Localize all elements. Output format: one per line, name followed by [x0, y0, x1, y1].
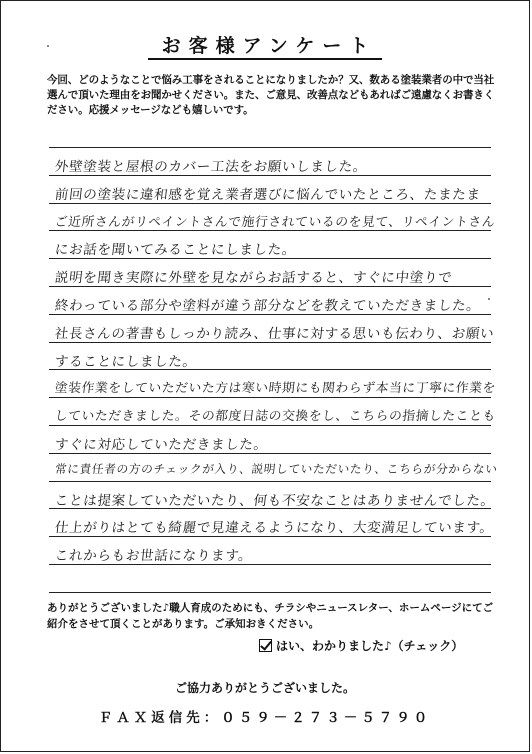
- handwritten-line: 塗装作業をしていただいた方は寒い時期にも関わらず本当に丁寧に作業を: [54, 381, 497, 397]
- handwritten-line: ことは提案していただいたり、何も不安なことはありませんでした。: [53, 492, 496, 509]
- ruled-line: [49, 397, 491, 398]
- handwritten-line: 常に責任者の方のチェックが入り、説明していただいたり、こちらが分からない: [54, 461, 499, 476]
- ruled-line: [49, 592, 491, 593]
- handwritten-line: ご近所さんがリペイントさんで施行されているのを見て、リペイントさん: [54, 214, 496, 230]
- intro-text: 今回、どのようなことで悩み工事をされることになりましたか？又、数ある塗装業者の中で当社選んで頂いた理由をお聞かせください。また、ご意見、改善点などもあればご遠慮なくお書きください。応援メッセージなども嬉しいです。: [47, 74, 495, 116]
- consent-label: はい、わかりました♪（チェック）: [276, 639, 464, 653]
- ruled-line: [49, 481, 491, 482]
- handwritten-line: 社長さんの著書もしっかり読み、仕事に対する思いも伝わり、お願い: [53, 325, 496, 342]
- handwritten-line: にお話を聞いてみることにしました。: [53, 242, 297, 259]
- closing-text: ありがとうございました♪職人育成のためにも、チラシやニュースレター、ホームページにてご紹介をさせて頂くことがあります。ご承知おきください。: [47, 602, 494, 630]
- thanks-text: ご協力ありがとうございました。: [174, 681, 355, 695]
- ruled-line: [49, 286, 491, 287]
- page-title: お客様アンケート: [1, 31, 529, 58]
- handwritten-line: していただきました。その都度日誌の交換をし、こちらの指摘したことも: [54, 409, 497, 425]
- ruled-line: [49, 230, 491, 231]
- ruled-line: [49, 147, 491, 148]
- fax-number: ＦＡＸ返信先：０５９－２７３－５７９０: [98, 710, 432, 726]
- handwritten-line: 終わっている部分や塗料が違う部分などを教えていただきました。: [53, 298, 482, 314]
- scan-speck: [47, 45, 49, 47]
- ruled-line: [49, 258, 491, 259]
- handwritten-line: 仕上がりはとても綺麗で見違えるようになり、大変満足しています。: [53, 520, 495, 537]
- handwritten-line: これからもお世話になります。: [53, 548, 254, 565]
- ruled-line: [49, 425, 491, 426]
- checked-checkbox-icon[interactable]: [259, 639, 272, 652]
- ruled-line: [49, 564, 491, 565]
- consent-row[interactable]: [259, 637, 463, 654]
- ruled-line: [49, 536, 491, 537]
- handwritten-line: 説明を聞き実際に外壁を見ながらお話すると、すぐに中塗りで: [53, 270, 454, 287]
- scan-speck: [488, 298, 490, 300]
- handwritten-line: すぐに対応していただきました。: [53, 437, 269, 453]
- handwritten-line: 前回の塗装に違和感を覚え業者選びに悩んでいたところ、たまたま: [53, 186, 482, 203]
- handwritten-line: 外壁塗装と屋根のカバー工法をお願いしました。: [53, 159, 368, 175]
- handwritten-line: することにしました。: [53, 353, 198, 370]
